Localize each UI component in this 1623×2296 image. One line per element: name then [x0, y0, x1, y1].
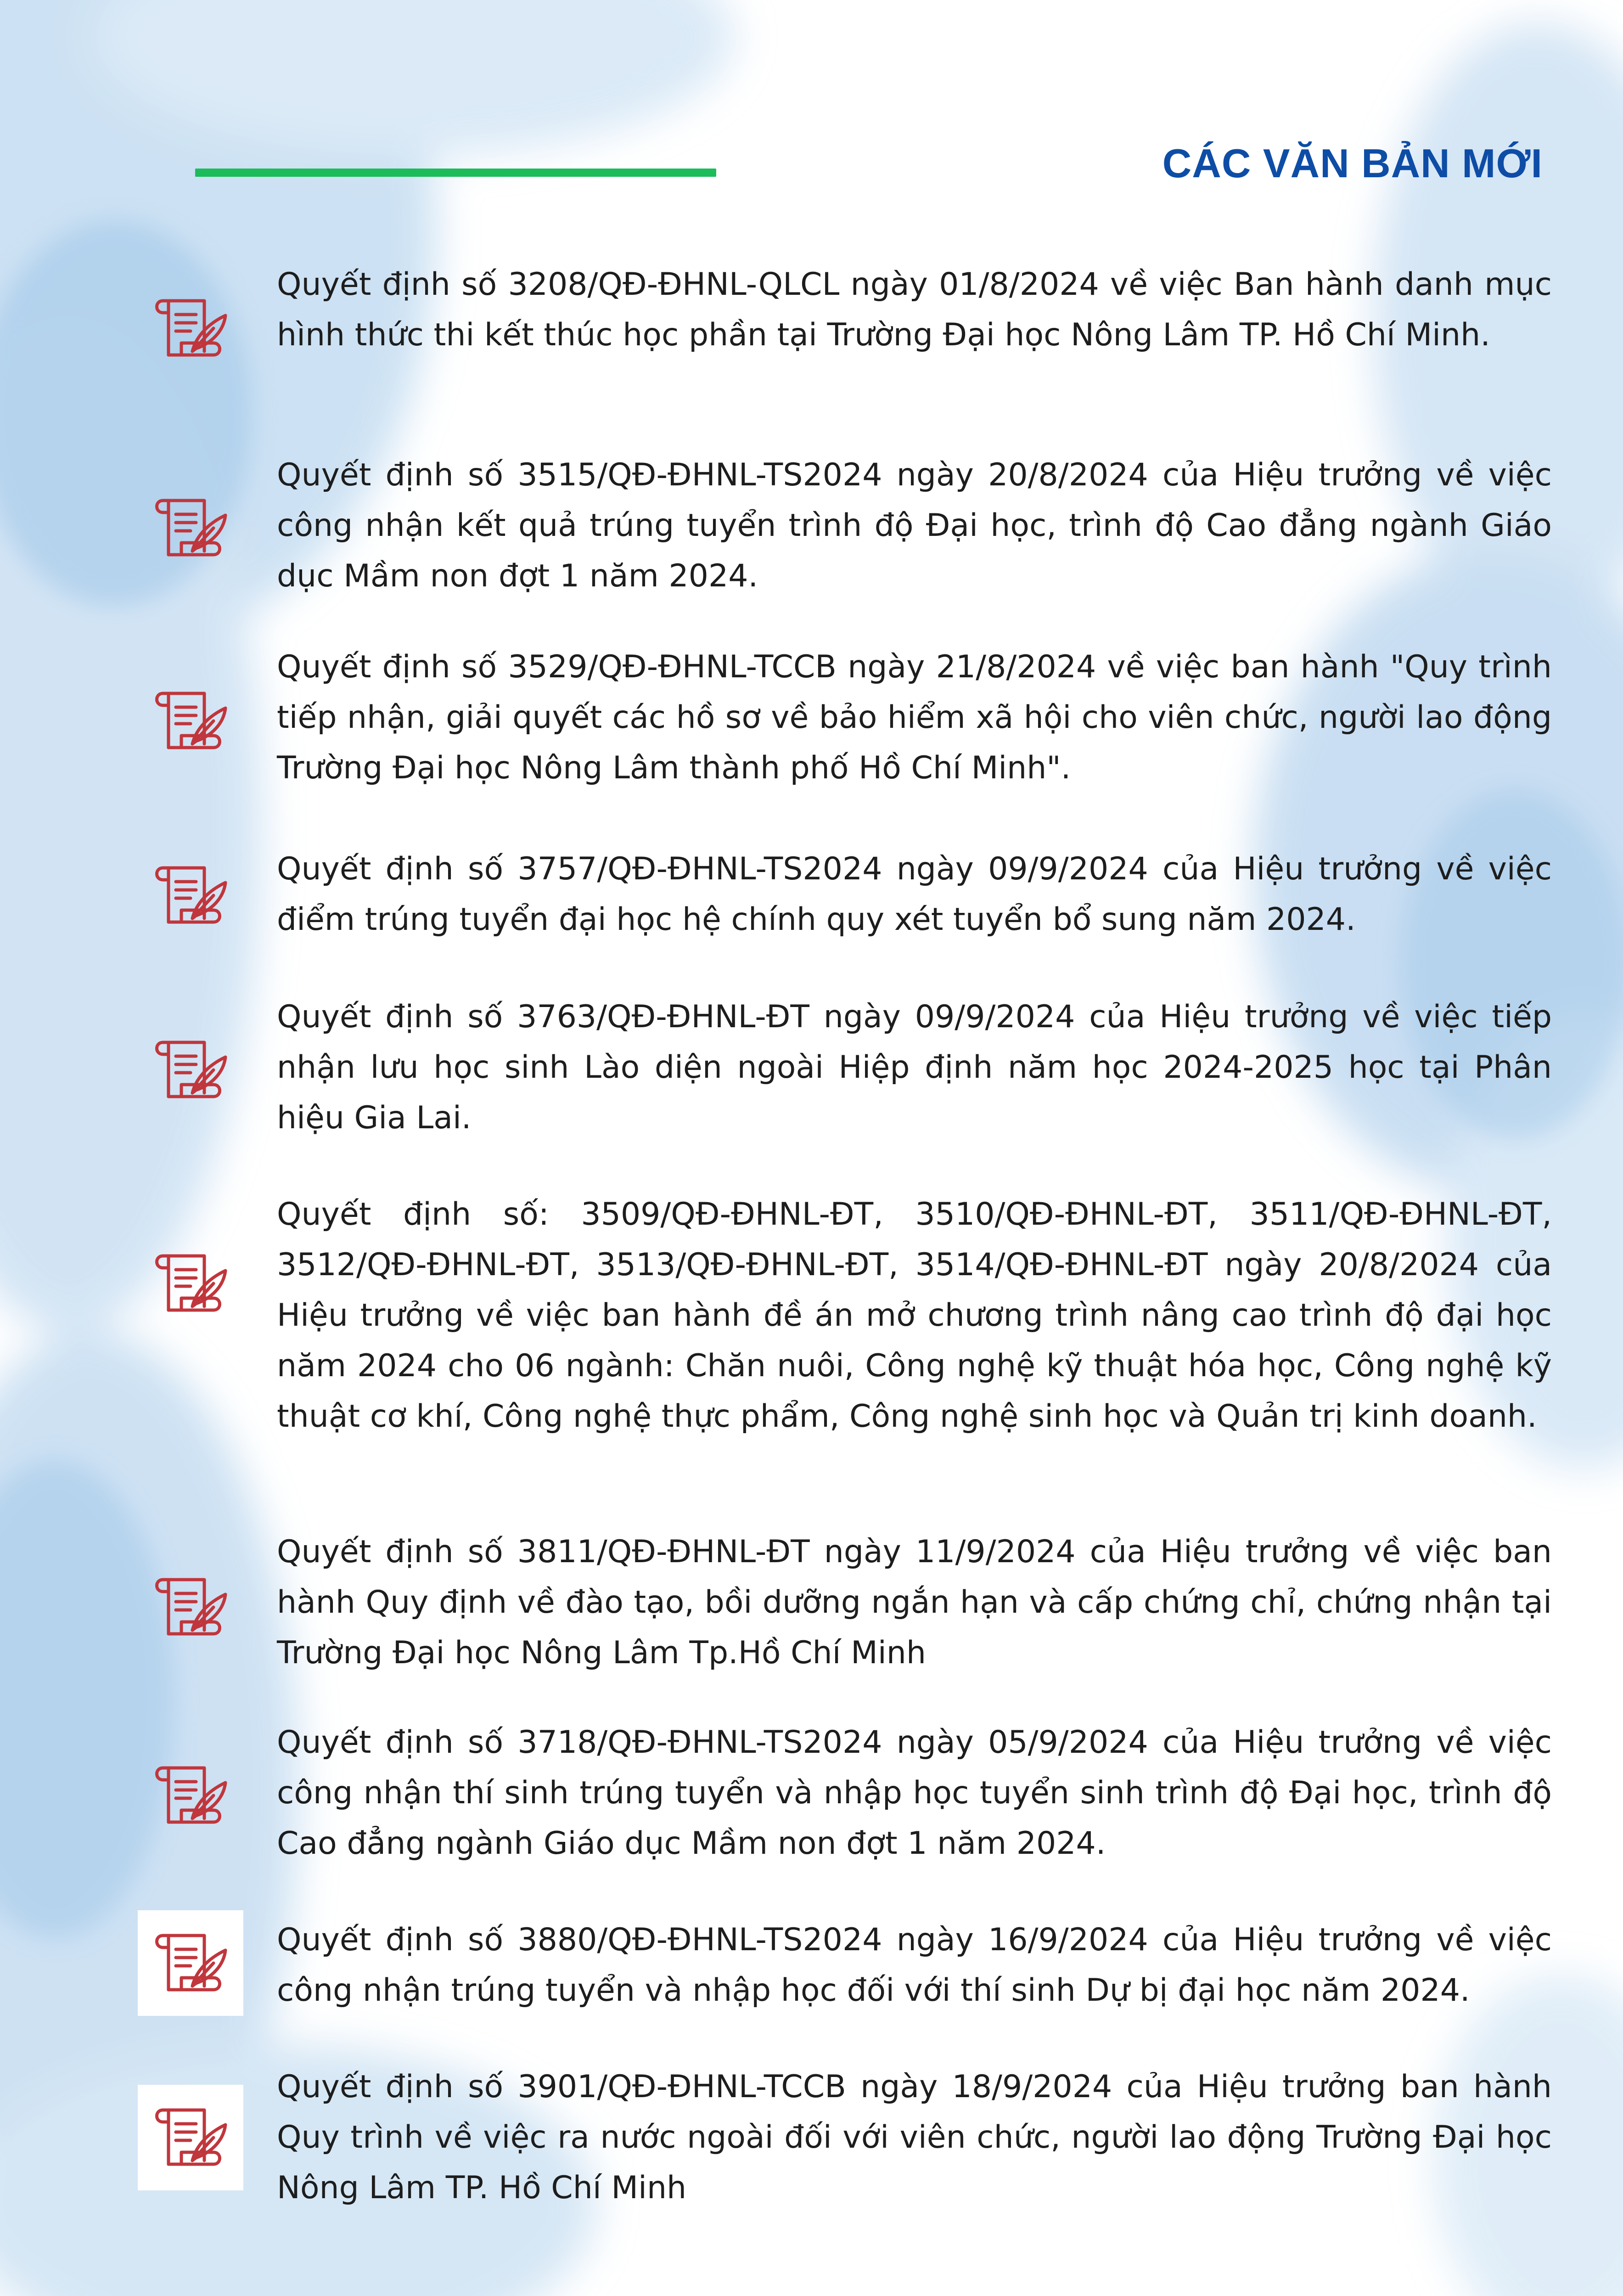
document-text: Quyết định số 3901/QĐ-ĐHNL-TCCB ngày 18/9/2024 của Hiệu trưởng ban hành Quy trình về việc ra nước ngoài đối với viên chức, người lao động Trường Đại học Nông Lâm TP. Hồ Chí Minh — [277, 2069, 1552, 2206]
scroll-quill-icon — [138, 1743, 243, 1848]
document-text: Quyết định số 3811/QĐ-ĐHNL-ĐT ngày 11/9/2024 của Hiệu trưởng về việc ban hành Quy định về đào tạo, bồi dưỡng ngắn hạn và cấp chứng chỉ, chứng nhận tại Trường Đại học Nông Lâm Tp.Hồ Chí Minh — [277, 1534, 1552, 1671]
scroll-quill-icon — [138, 1554, 243, 1660]
document-text: Quyết định số 3757/QĐ-ĐHNL-TS2024 ngày 09/9/2024 của Hiệu trưởng về việc điểm trúng tuyển đại học hệ chính quy xét tuyển bổ sung năm 2024. — [277, 851, 1552, 938]
scroll-quill-icon — [138, 276, 243, 381]
scroll-quill-icon — [138, 843, 243, 948]
document-text: Quyết định số: 3509/QĐ-ĐHNL-ĐT, 3510/QĐ-ĐHNL-ĐT, 3511/QĐ-ĐHNL-ĐT, 3512/QĐ-ĐHNL-ĐT, 3513/QĐ-ĐHNL-ĐT, 3514/QĐ-ĐHNL-ĐT ngày 20/8/2024 của Hiệu trưởng về việc ban hành đề án mở chương trình nâng cao trình độ đại học năm 2024 cho 06 ngành: Chăn nuôi, Công nghệ kỹ thuật hóa học, Công nghệ kỹ thuật cơ khí, Công nghệ thực phẩm, Công nghệ sinh học và Quản trị kinh doanh. — [277, 1196, 1552, 1435]
page-title: CÁC VĂN BẢN MỚI — [1162, 141, 1543, 186]
document-text: Quyết định số 3763/QĐ-ĐHNL-ĐT ngày 09/9/2024 của Hiệu trưởng về việc tiếp nhận lưu học sinh Lào diện ngoài Hiệp định năm học 2024-2025 học tại Phân hiệu Gia Lai. — [277, 999, 1552, 1136]
document-text: Quyết định số 3529/QĐ-ĐHNL-TCCB ngày 21/8/2024 về việc ban hành "Quy trình tiếp nhận, giải quyết các hồ sơ về bảo hiểm xã hội cho viên chức, người lao động Trường Đại học Nông Lâm thành phố Hồ Chí Minh". — [277, 649, 1552, 786]
scroll-quill-icon — [138, 475, 243, 581]
scroll-quill-icon — [138, 668, 243, 774]
scroll-quill-icon — [138, 1231, 243, 1336]
document-text: Quyết định số 3880/QĐ-ĐHNL-TS2024 ngày 16/9/2024 của Hiệu trưởng về việc công nhận trúng tuyển và nhập học đối với thí sinh Dự bị đại học năm 2024. — [277, 1922, 1552, 2009]
document-text: Quyết định số 3718/QĐ-ĐHNL-TS2024 ngày 05/9/2024 của Hiệu trưởng về việc công nhận thí sinh trúng tuyển và nhập học tuyển sinh trình độ Đại học, trình độ Cao đẳng ngành Giáo dục Mầm non đợt 1 năm 2024. — [277, 1724, 1552, 1862]
scroll-quill-icon — [138, 2085, 243, 2190]
document-text: Quyết định số 3208/QĐ-ĐHNL-QLCL ngày 01/8/2024 về việc Ban hành danh mục hình thức thi kết thúc học phần tại Trường Đại học Nông Lâm TP. Hồ Chí Minh. — [277, 266, 1552, 353]
document-text: Quyết định số 3515/QĐ-ĐHNL-TS2024 ngày 20/8/2024 của Hiệu trưởng về việc công nhận kết quả trúng tuyển trình độ Đại học, trình độ Cao đẳng ngành Giáo dục Mầm non đợt 1 năm 2024. — [277, 457, 1552, 594]
scroll-quill-icon — [138, 1910, 243, 2016]
scroll-quill-icon — [138, 1017, 243, 1123]
